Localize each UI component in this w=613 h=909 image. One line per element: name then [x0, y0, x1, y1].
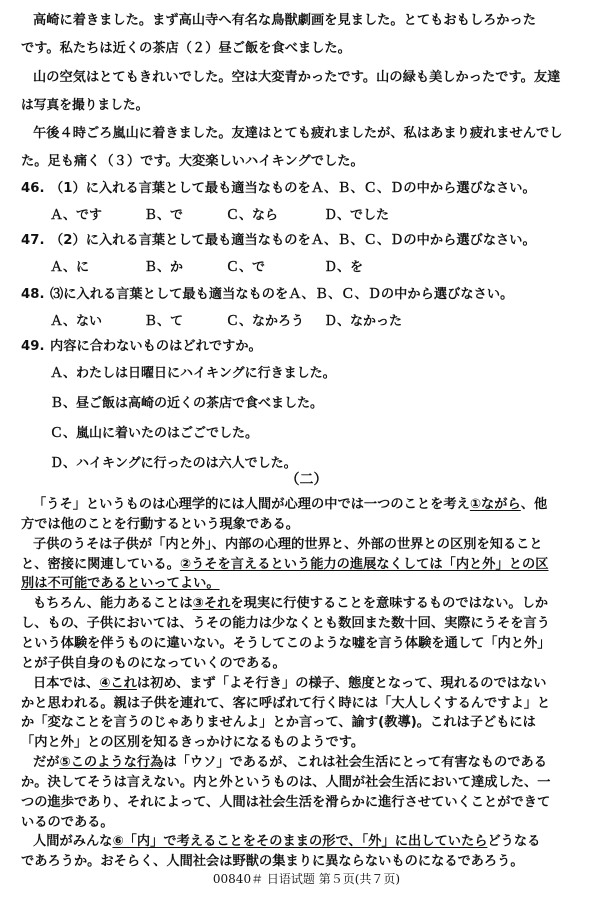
passage-one-line: は写真を撮りました。: [21, 98, 149, 113]
underlined-phrase: ⑤このような行為: [59, 755, 164, 770]
text-run: どうなる: [487, 834, 541, 849]
passage-one-line: 午後４時ごろ嵐山に着きました。友達はとても疲れましたが、私はあまり疲れませんでし: [33, 126, 563, 141]
passage-one-line: 山の空気はとてもきれいでした。空は大変青かったです。山の緑も美しかったです。友達: [33, 70, 561, 85]
text-run: と、密接に関連している。: [21, 557, 180, 572]
answer-option: Ｄ、でした: [324, 208, 390, 223]
text-run: か「変なことを言うのじゃありませんよ」とか言って、諭す(教導)。これは子どもには: [21, 715, 536, 730]
passage-two-line: [21, 734, 364, 752]
passage-two-line: [33, 754, 547, 772]
passage-two-line: [21, 575, 220, 593]
text-run: を現実に行使することを意味するものではない。しか: [230, 596, 549, 611]
text-run: つの進歩であり、それによって、人間は社会生活を滑らかに進行させていくことができて: [21, 795, 551, 810]
text-run: 日本では、: [33, 676, 100, 691]
passage-two-line: [21, 794, 550, 812]
passage-two-line: [21, 714, 536, 732]
page-footer: 00840＃ 日语试题 第５页(共７页): [212, 872, 401, 886]
text-run: 人間がみんな: [33, 834, 113, 849]
text-run: とが子供自身のものになっていくのである。: [21, 656, 286, 671]
underlined-phrase: ④これ: [99, 676, 137, 691]
text-run: であろうか。おそらく、人間社会は野獣の集まりに異ならないものになるであろう。: [21, 854, 524, 869]
question-number: 48.: [21, 287, 45, 302]
passage-two-line: [21, 615, 550, 633]
answer-option: Ｄ、なかった: [324, 314, 403, 329]
passage-two-line: [33, 833, 540, 851]
answer-option: Ａ、わたしは日曜日にハイキングに行きました。: [50, 366, 336, 381]
passage-two-line: [21, 635, 551, 653]
answer-option: Ｃ、で: [226, 260, 266, 275]
question-prompt: （1）に入れる言葉として最も適当なものをＡ、Ｂ、Ｃ、Ｄの中から選びなさい。: [50, 181, 536, 196]
passage-two-line: [33, 536, 543, 554]
passage-two-line: [33, 595, 548, 613]
underlined-phrase: ①ながら: [469, 497, 521, 512]
underlined-phrase: ③それ: [192, 596, 231, 611]
question-number: 46.: [21, 181, 45, 196]
text-run: 、他: [520, 497, 548, 512]
answer-option: Ｂ、て: [144, 314, 184, 329]
passage-two-line: [21, 695, 550, 713]
answer-option: Ｃ、なかろう: [226, 314, 305, 329]
text-run: という体験を伴うものに違いない。そうしてこのような嘘を言う体験を通して「内と外」: [21, 636, 551, 651]
underlined-phrase: 別は不可能であるといってよい。: [21, 576, 220, 591]
passage-two-line: [21, 853, 524, 871]
text-run: し、もの、子供においては、うその能力は少なくとも数回また数十回、実際にうそを言う: [21, 616, 550, 631]
text-run: 「うそ」というものは心理学的には人間が心理の中では一つのことを考え: [33, 497, 470, 512]
question-prompt: 内容に合わないものはどれですか。: [50, 339, 262, 354]
passage-one-line: です。私たちは近くの茶店（２）昼ご飯を食べました。: [21, 41, 351, 56]
passage-two-line: [33, 496, 547, 514]
answer-option: Ｂ、で: [144, 208, 184, 223]
answer-option: Ｄ、ハイキングに行ったのは六人でした。: [50, 456, 297, 471]
answer-option: Ｃ、嵐山に着いたのはごごでした。: [50, 426, 259, 441]
passage-one-line: た。足も痛く（３）です。大変楽しいハイキングでした。: [21, 154, 364, 169]
passage-two-line: [21, 655, 286, 673]
passage-one-line: 高崎に着きました。まず高山寺へ有名な鳥獣劇画を見ました。とてもおもしろかった: [33, 13, 537, 28]
passage-two-line: [33, 675, 546, 693]
question-number: 49.: [21, 339, 45, 354]
text-run: 「内と外」との区別を知るきっかけになるものようです。: [21, 735, 365, 750]
section-two-heading: （二）: [285, 472, 328, 488]
underlined-phrase: ②うそを言えるという能力の進展なくしては「内と外」との区: [179, 557, 549, 572]
answer-option: Ｃ、なら: [226, 208, 279, 223]
text-run: いるのである。: [21, 815, 114, 830]
passage-two-line: [21, 516, 299, 534]
question-number: 47.: [21, 233, 45, 248]
answer-option: Ａ、です: [50, 208, 103, 223]
text-run: もちろん、能力あることは: [33, 596, 193, 611]
answer-option: Ａ、ない: [50, 314, 103, 329]
passage-two-line: [21, 556, 549, 574]
underlined-phrase: ⑥「内」で考えることをそのままの形で、「外」に出していたら: [112, 834, 488, 849]
question-prompt: （2）に入れる言葉として最も適当なものをＡ、Ｂ、Ｃ、Ｄの中から選びなさい。: [50, 233, 536, 248]
text-run: かと思われる。親は子供を連れて、客に呼ばれて行く時には「大人しくするんですよ」と: [21, 696, 551, 711]
answer-option: Ｄ、を: [324, 260, 364, 275]
answer-option: Ｂ、か: [144, 260, 184, 275]
text-run: か。決してそうは言えない。内と外というものは、人間が社会生活において達成した、一: [21, 775, 551, 790]
passage-two-line: [21, 774, 551, 792]
passage-two-line: [21, 814, 114, 832]
text-run: 方では他のことを行動するという現象である。: [21, 517, 299, 532]
answer-option: Ａ、に: [50, 260, 90, 275]
answer-option: Ｂ、昼ご飯は高崎の近くの茶店で食べました。: [50, 396, 324, 411]
text-run: は初め、まず「よそ行き」の様子、態度となって、現れるのではない: [136, 676, 547, 691]
question-prompt: ⑶に入れる言葉として最も適当なものをＡ、Ｂ、Ｃ、Ｄの中から選びなさい。: [50, 287, 514, 302]
text-run: 子供のうそは子供が「内と外」、内部の心理的世界と、外部の世界との区別を知ること: [33, 537, 543, 552]
text-run: だが: [33, 755, 60, 770]
text-run: は「ウソ」であるが、これは社会生活にとって有害なものである: [163, 755, 547, 770]
